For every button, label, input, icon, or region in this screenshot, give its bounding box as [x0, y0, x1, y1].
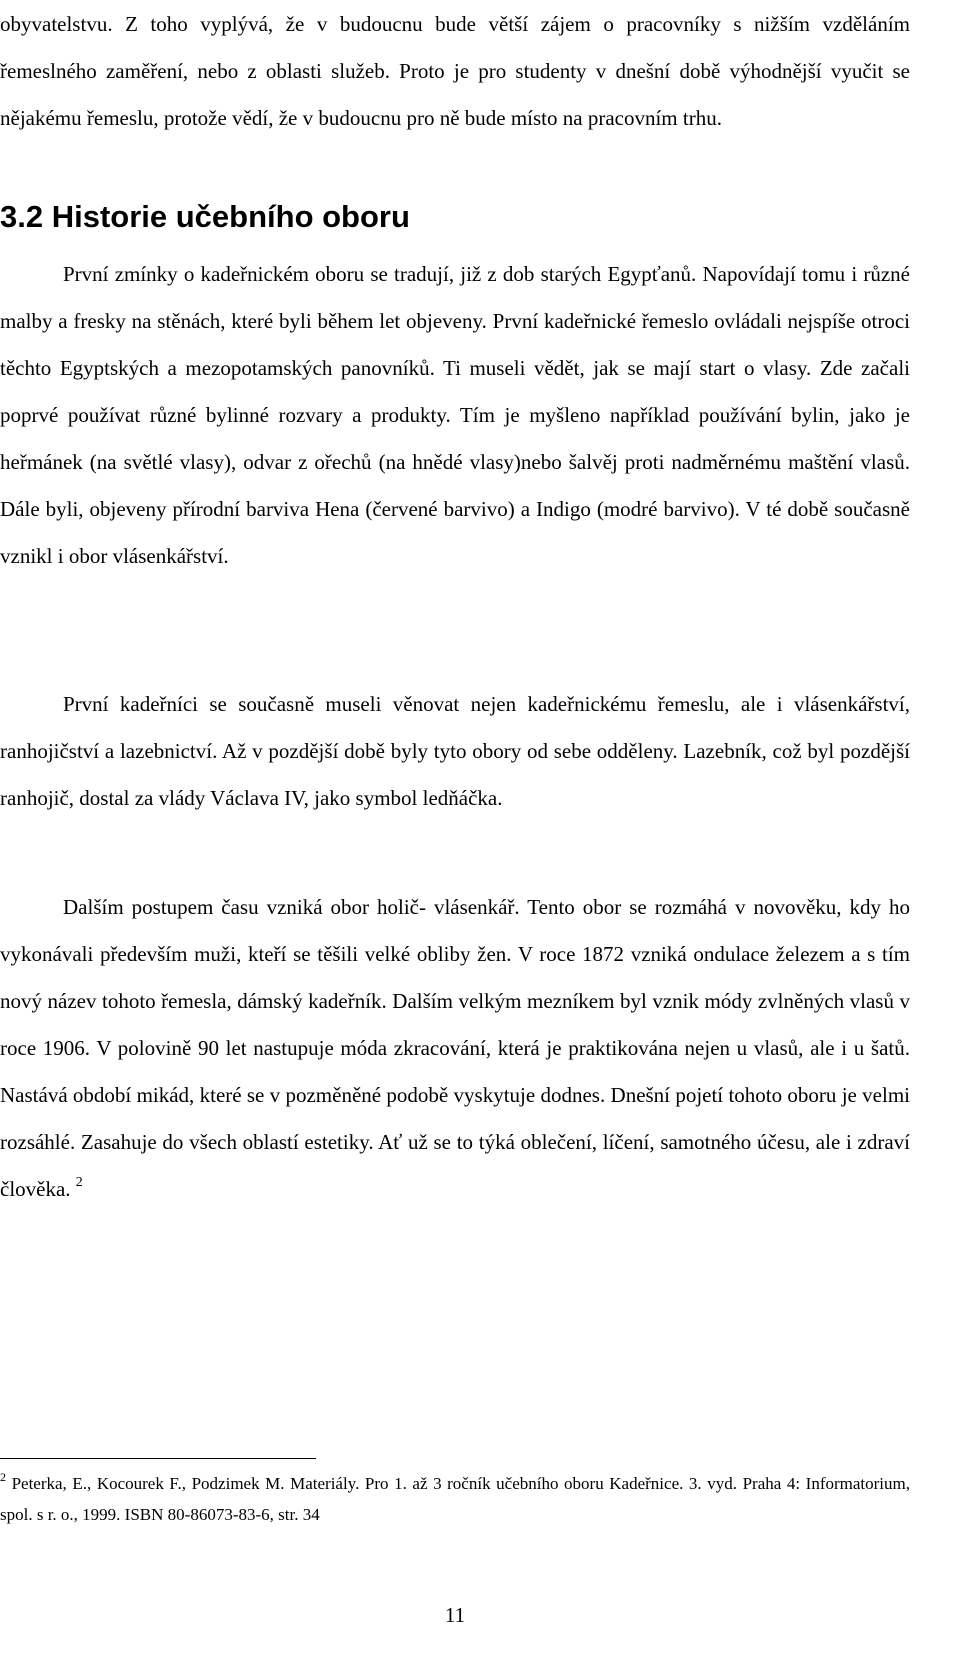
footnote-text: Peterka, E., Kocourek F., Podzimek M. Materiály. Pro 1. až 3 ročník učebního oboru Kadeřnice. 3. vyd. Praha 4: Informatorium, spol. s r. o., 1999. ISBN 80-86073-83-6, str. 34: [0, 1474, 910, 1524]
paragraph-modern-era-text: Dalším postupem času vzniká obor holič- vlásenkář. Tento obor se rozmáhá v novověku, kdy ho vykonávali především muži, kteří se těšili velké obliby žen. V roce 1872 vzniká ondulace železem a s tím nový název tohoto řemesla, dámský kadeřník. Dalším velkým mezníkem byl vznik módy zvlněných vlasů v roce 1906. V polovině 90 let nastupuje móda zkracování, která je praktikována nejen u vlasů, ale i u šatů. Nastává období mikád, které se v pozměněné podobě vyskytuje dodnes. Dnešní pojetí tohoto oboru je velmi rozsáhlé. Zasahuje do všech oblastí estetiky. Ať už se to týká oblečení, líčení, samotného účesu, ale i zdraví člověka.: [0, 895, 910, 1201]
footnote-marker: 2: [0, 1470, 6, 1484]
page-number: 11: [444, 1603, 466, 1627]
paragraph-origins: První zmínky o kadeřnickém oboru se tradují, již z dob starých Egypťanů. Napovídají tomu i různé malby a fresky na stěnách, které byli během let objeveny. První kadeřnické řemeslo ovládali nejspíše otroci těchto Egyptských a mezopotamských panovníků. Ti museli vědět, jak se mají start o vlasy. Zde začali poprvé používat různé bylinné rozvary a produkty. Tím je myšleno například používání bylin, jako je heřmánek (na světlé vlasy), odvar z ořechů (na hnědé vlasy)nebo šalvěj proti nadměrnému maštění vlasů. Dále byli, objeveny přírodní barviva Hena (červené barvivo) a Indigo (modré barvivo). V té době současně vznikl i obor vlásenkářství.: [0, 262, 910, 568]
section-heading: 3.2 Historie učebního oboru: [0, 199, 410, 234]
footnote: [0, 1468, 910, 1530]
intro-paragraph: obyvatelstvu. Z toho vyplývá, že v budoucnu bude větší zájem o pracovníky s nižším vzděláním řemeslného zaměření, nebo z oblasti služeb. Proto je pro studenty v dnešní době výhodnější vyučit se nějakému řemeslu, protože vědí, že v budoucnu pro ně bude místo na pracovním trhu.: [0, 12, 910, 130]
paragraph-modern-era: [0, 884, 910, 1213]
footnote-reference: 2: [75, 1175, 83, 1190]
paragraph-early-barbers: První kadeřníci se současně museli věnovat nejen kadeřnickému řemeslu, ale i vlásenkářství, ranhojičství a lazebnictví. Až v pozdější době byly tyto obory od sebe odděleny. Lazebník, což byl pozdější ranhojič, dostal za vlády Václava IV, jako symbol ledňáčka.: [0, 692, 910, 810]
footnote-separator: [0, 1458, 316, 1459]
